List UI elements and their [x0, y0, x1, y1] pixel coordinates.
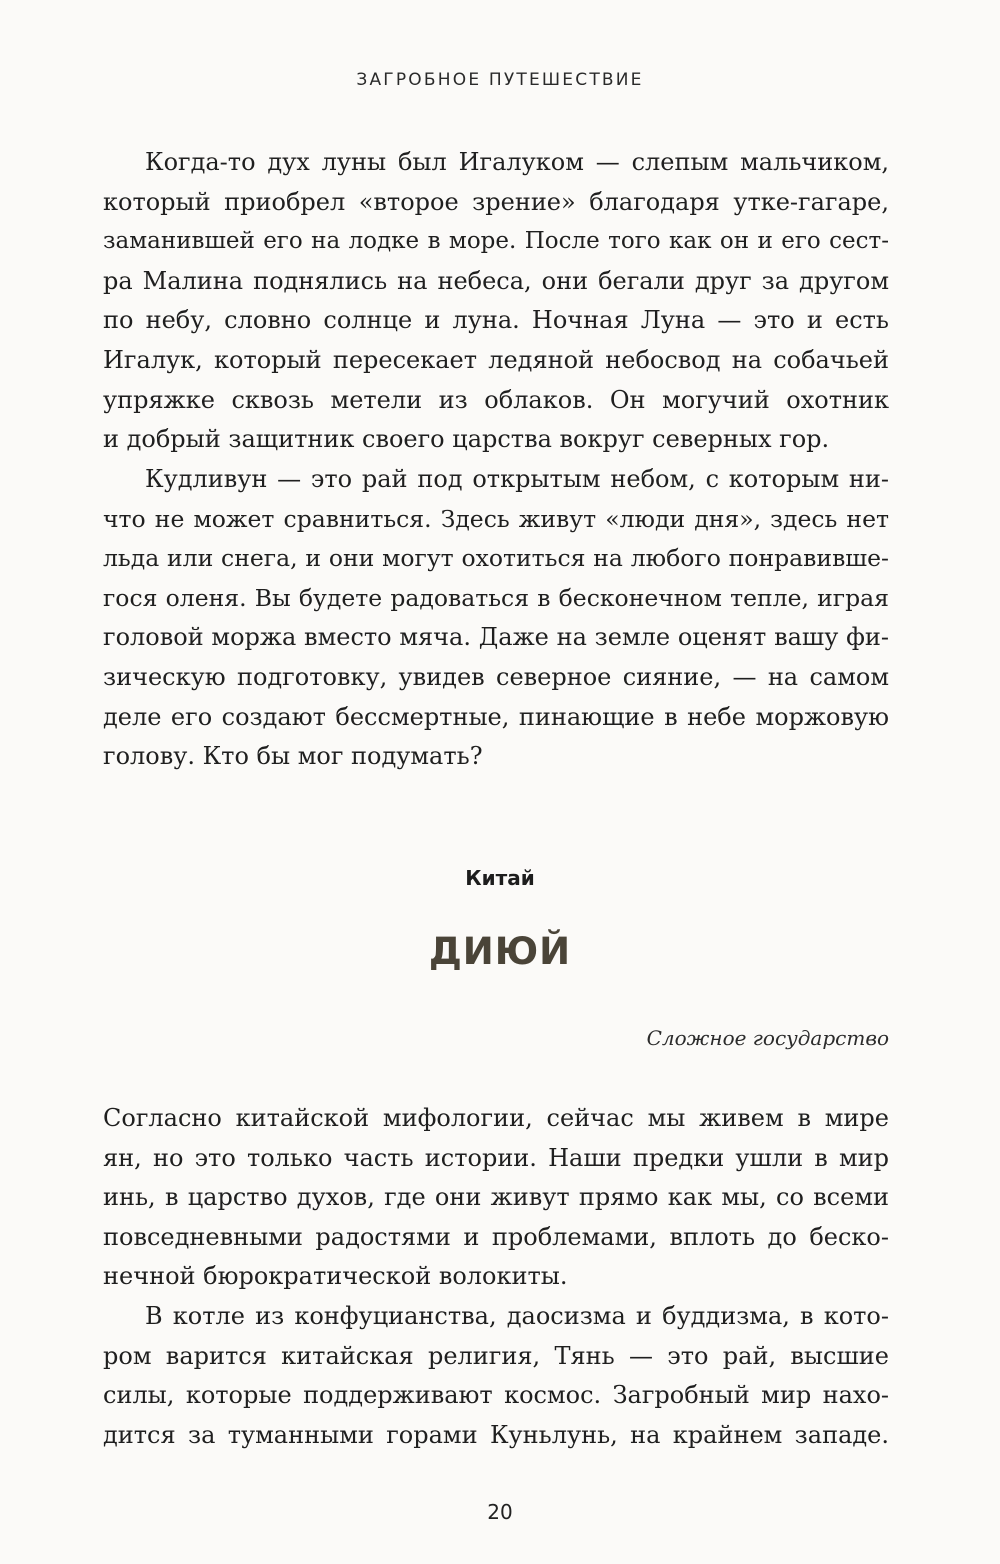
section-subtitle: Сложное государство [646, 1026, 889, 1050]
text-line: голову. Кто бы мог подумать? [103, 742, 483, 771]
text-line: ром варится китайская религия, Тянь — это рай, высшие [103, 1341, 889, 1370]
text-line: нечной бюрократической волокиты. [103, 1262, 568, 1291]
text-line: ян, но это только часть истории. Наши предки ушли в мир [103, 1143, 889, 1172]
paragraph-kudlivun [103, 460, 889, 777]
text-line: который приобрел «второе зрение» благодаря утке-гагаре, [103, 187, 889, 216]
text-line: повседневными радостями и проблемами, вплоть до беско- [103, 1222, 889, 1251]
text-line: что не может сравниться. Здесь живут «люди дня», здесь нет [103, 504, 889, 533]
section-region: Китай [465, 866, 535, 890]
page-number: 20 [487, 1500, 513, 1524]
text-line: деле его создают бессмертные, пинающие в небе моржовую [103, 702, 889, 731]
section-title: ДИЮЙ [428, 930, 572, 973]
text-line: упряжке сквозь метели из облаков. Он могучий охотник [103, 385, 889, 414]
text-line: В котле из конфуцианства, даосизма и буддизма, в кото- [145, 1302, 889, 1330]
text-line: инь, в царство духов, где они живут прямо как мы, со всеми [103, 1183, 889, 1212]
text-line: заманившей его на лодке в море. После того как он и его сест- [103, 228, 889, 255]
text-line: и добрый защитник своего царства вокруг северных гор. [103, 425, 830, 454]
text-line: Когда-то дух луны был Игалуком — слепым мальчиком, [145, 148, 889, 176]
text-line: ра Малина поднялись на небеса, они бегали друг за другом [103, 266, 889, 295]
text-line: льда или снега, и они могут охотиться на любого понравивше- [103, 544, 889, 573]
text-line: дится за туманными горами Куньлунь, на крайнем западе. [103, 1420, 889, 1449]
text-line: по небу, словно солнце и луна. Ночная Луна — это и есть [103, 306, 889, 335]
text-line: головой моржа вместо мяча. Даже на земле оценят вашу фи- [103, 623, 889, 652]
text-line: Кудливун — это рай под открытым небом, с которым ни- [145, 465, 889, 493]
text-line: гося оленя. Вы будете радоваться в бесконечном тепле, играя [103, 583, 889, 612]
running-head: ЗАГРОБНОЕ ПУТЕШЕСТВИЕ [356, 70, 644, 90]
paragraph-tian [103, 1297, 889, 1455]
text-line: силы, которые поддерживают космос. Загробный мир нахо- [103, 1381, 889, 1410]
text-line: Игалук, который пересекает ледяной небосвод на собачьей [103, 345, 889, 374]
paragraph-igaluk [103, 143, 889, 460]
paragraph-yin-yang [103, 1099, 889, 1297]
text-line: зическую подготовку, увидев северное сияние, — на самом [103, 662, 889, 691]
text-line: Согласно китайской мифологии, сейчас мы живем в мире [103, 1104, 889, 1132]
